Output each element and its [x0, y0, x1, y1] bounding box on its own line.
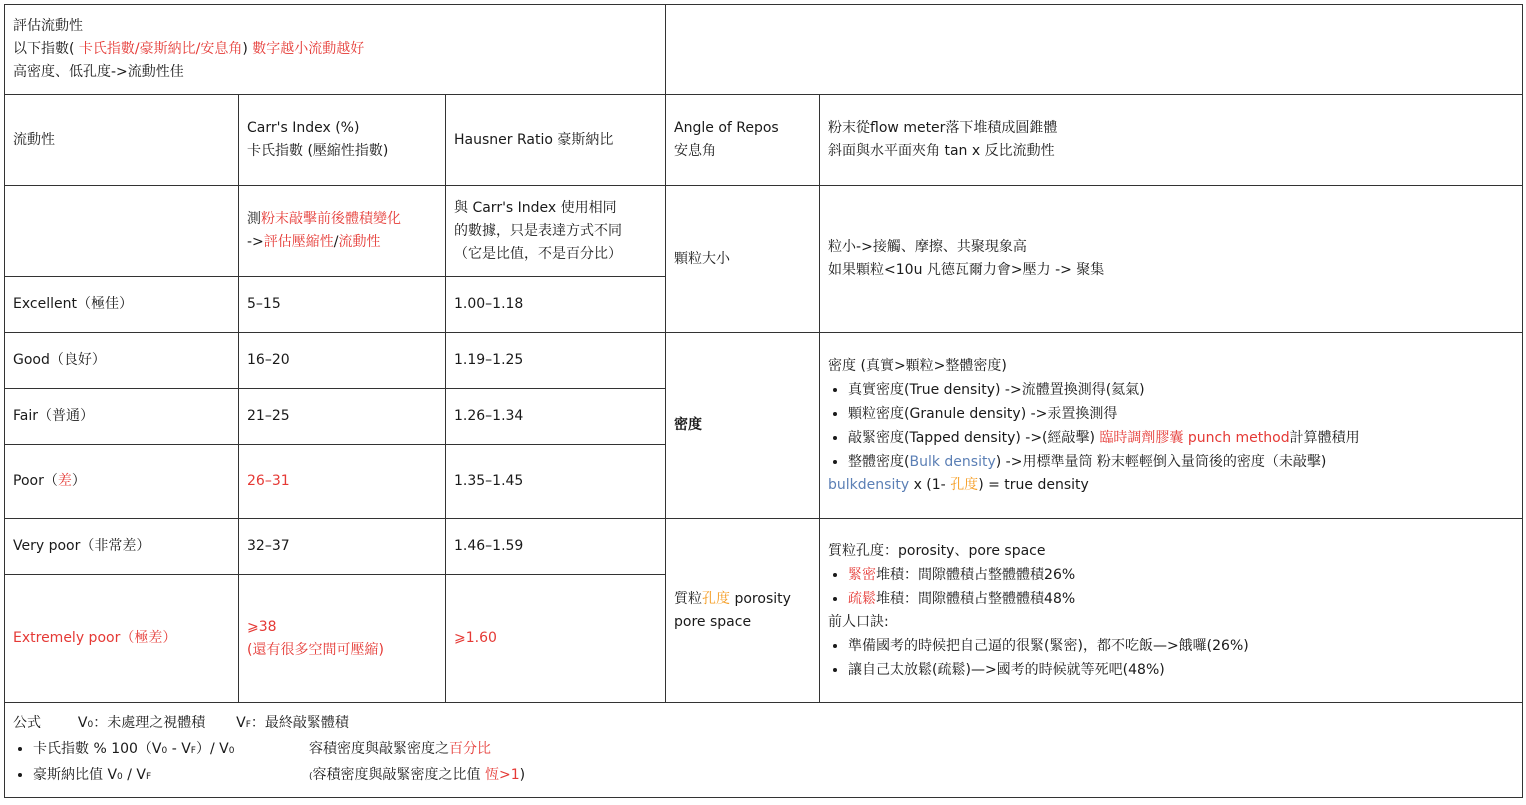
col-carr-zh: 卡氏指數 (壓縮性指數): [247, 143, 389, 159]
density-list: [828, 378, 1514, 474]
formula-hausner-desc: 容積密度與敲緊密度之比值: [312, 766, 485, 783]
formula-hausner-subF: F: [145, 771, 152, 782]
header-indices-mid: ): [242, 41, 253, 57]
density-bulk-prefix: 整體密度(: [848, 453, 910, 470]
vf-desc: ：最終敲緊體積: [250, 714, 349, 731]
flow-good: Good（良好）: [5, 333, 239, 389]
porosity-label-suffix: porosity: [730, 590, 791, 607]
density-desc-cell: [820, 333, 1523, 519]
table-row: [5, 333, 1523, 389]
formula-carr: [33, 737, 1514, 763]
col-angle-zh: 安息角: [674, 143, 717, 159]
mnemonic-item-2: • 讓自己太放鬆(疏鬆)—>國考的時候就等死吧(48%): [848, 658, 1514, 682]
formula-carr-sub0b: 0: [228, 745, 235, 756]
density-tapped-red: 臨時調劑膠囊 punch method: [1099, 429, 1290, 446]
density-formula-end: ) = true density: [978, 476, 1089, 493]
column-header-row: [5, 95, 1523, 186]
density-tapped-suffix: 計算體積用: [1289, 429, 1360, 446]
formula-definitions: [13, 712, 1514, 737]
vf-sub: F: [245, 719, 251, 730]
carr-extremely-poor-note: (還有很多空間可壓縮): [247, 641, 384, 658]
formula-carr-subF: F: [190, 745, 196, 756]
hausner-extremely-poor: ⩾1.60: [446, 575, 666, 703]
carr-fair: 21–25: [239, 389, 446, 445]
particle-line2: 如果顆粒<10u 凡德瓦爾力會>壓力 -> 聚集: [828, 262, 1105, 278]
explain-carr-arrow: ->: [247, 234, 264, 250]
formula-carr-sub0: 0: [161, 745, 168, 756]
carr-excellent: 5–15: [239, 277, 446, 333]
flowability-document: [4, 4, 1522, 801]
porosity-list: [828, 563, 1514, 611]
v0-symbol: V: [77, 714, 88, 731]
col-carr-en: Carr's Index (%): [247, 120, 360, 136]
header-indices: 卡氏指數/豪斯納比/安息角: [78, 41, 243, 57]
flow-poor: [5, 445, 239, 519]
porosity-dense-red: 緊密: [848, 566, 877, 583]
header-note: 數字越小流動越好: [252, 41, 365, 57]
formula-carr-text: 卡氏指數 % 100（V: [33, 740, 162, 757]
formula-hausner-mid: / V: [122, 766, 146, 783]
explain-carr-slash: /: [333, 234, 339, 250]
vf-symbol: V: [236, 714, 246, 731]
porosity-dense-rest: 堆積：間隙體積占整體體積26%: [876, 566, 1076, 583]
hausner-very-poor: 1.46–1.59: [446, 519, 666, 575]
porosity-label-prefix: 質粒: [674, 590, 703, 607]
explain-flow-empty: [5, 186, 239, 277]
particle-line1: 粒小->接觸、摩擦、共聚現象高: [828, 239, 1027, 255]
carr-very-poor: 32–37: [239, 519, 446, 575]
formula-row: [5, 703, 1523, 798]
density-bulk-blue: Bulk density: [909, 453, 996, 470]
header-cell: [5, 5, 666, 95]
porosity-loose-rest: 堆積：間隙體積占整體體積48%: [876, 590, 1076, 607]
density-title: 密度 (真實>顆粒>整體密度): [828, 357, 1007, 374]
porosity-mnemonic: 前人口訣:: [828, 613, 889, 630]
v0-sub: 0: [87, 719, 94, 730]
hausner-good: 1.19–1.25: [446, 333, 666, 389]
density-item-granule: • 顆粒密度(Granule density) ->汞置換測得: [848, 402, 1514, 426]
formula-hausner-red: 恆>1: [484, 766, 520, 783]
mnemonic-item-1: • 準備國考的時候把自己逼的很緊(緊密)，都不吃飯—>餓囉(26%): [848, 634, 1514, 658]
flow-poor-prefix: Poor（: [13, 473, 58, 489]
porosity-label-orange: 孔度: [702, 590, 731, 607]
density-item-bulk: [848, 450, 1514, 474]
porosity-label-line1: [674, 588, 811, 611]
formula-carr-end: ）/ V: [195, 740, 229, 757]
density-item-true: • 真實密度(True density) ->流體置換測得(氦氣): [848, 378, 1514, 402]
header-title: 評估流動性: [13, 18, 83, 34]
col-hausner-header: Hausner Ratio 豪斯納比: [446, 95, 666, 186]
hausner-fair: 1.26–1.34: [446, 389, 666, 445]
explain-hausner-cell: [446, 186, 666, 277]
col-angle-header: [666, 95, 820, 186]
formula-title: 公式: [13, 714, 41, 731]
flow-poor-suffix: ）: [71, 473, 86, 489]
density-label: 密度: [666, 333, 820, 519]
explain-carr-line1: [247, 208, 437, 231]
formula-carr-expr: [33, 737, 309, 763]
density-formula-mid: x (1-: [909, 476, 951, 493]
col-carr-header: [239, 95, 446, 186]
col-desc-line1: 粉末從flow meter落下堆積成圓錐體: [828, 120, 1058, 136]
header-row: [5, 5, 1523, 95]
particle-desc-cell: [820, 186, 1523, 333]
carr-good: 16–20: [239, 333, 446, 389]
formula-hausner-text: 豪斯納比值 V: [33, 766, 118, 783]
explain-carr-line2: [247, 231, 437, 254]
col-flow-header: 流動性: [5, 95, 239, 186]
explain-carr-cell: [239, 186, 446, 277]
explain-carr-prefix: 測: [247, 211, 261, 227]
formula-carr-desc: 容積密度與敲緊密度之: [309, 740, 449, 757]
explain-carr-red3: 流動性: [338, 234, 381, 250]
col-angle-en: Angle of Repos: [674, 120, 779, 136]
formula-hausner-sub0: 0: [117, 771, 123, 782]
porosity-label: [666, 519, 820, 703]
table-row: [5, 519, 1523, 575]
formula-cell: [5, 703, 1523, 798]
density-tapped-prefix: 敲緊密度(Tapped density) ->(經敲擊): [848, 429, 1100, 446]
density-formula-blue: bulkdensity: [828, 476, 910, 493]
density-formula: [828, 474, 1514, 497]
flow-excellent: Excellent（極佳）: [5, 277, 239, 333]
density-bulk-suffix: ) ->用標準量筒 粉末輕輕倒入量筒後的密度（未敲擊): [995, 453, 1327, 470]
v0-desc: ：未處理之視體積: [93, 714, 206, 731]
formula-list: [13, 737, 1514, 789]
formula-carr-red: 百分比: [449, 740, 491, 757]
formula-hausner: [33, 763, 1514, 789]
density-item-tapped: [848, 426, 1514, 450]
carr-extremely-poor: [239, 575, 446, 703]
porosity-title: 質粒孔度：porosity、pore space: [828, 542, 1046, 559]
porosity-item-dense: [848, 563, 1514, 587]
explain-hausner-line3: （它是比值，不是百分比）: [454, 245, 622, 262]
particle-label: 顆粒大小: [666, 186, 820, 333]
formula-hausner-end: ): [519, 766, 526, 783]
flow-poor-red: 差: [57, 473, 72, 489]
header-empty-cell: [666, 5, 1523, 95]
formula-hausner-paren: (: [309, 771, 313, 782]
explain-hausner-line2: 的數據，只是表達方式不同: [454, 222, 622, 239]
flow-fair: Fair（普通）: [5, 389, 239, 445]
formula-carr-mid: - V: [167, 740, 191, 757]
carr-extremely-poor-value: ⩾38: [247, 618, 277, 635]
col-desc-header: [820, 95, 1523, 186]
explain-carr-red1: 粉末敲擊前後體積變化: [261, 211, 401, 227]
flow-extremely-poor: Extremely poor（極差）: [5, 575, 239, 703]
flowability-table: [4, 4, 1523, 798]
porosity-item-loose: [848, 587, 1514, 611]
header-density-note: 高密度、低孔度->流動性佳: [13, 64, 184, 80]
header-indices-prefix: 以下指數(: [13, 41, 79, 57]
header-indices-line: [13, 38, 657, 61]
explanation-row: [5, 186, 1523, 277]
col-desc-line2: 斜面與水平面夾角 tan x 反比流動性: [828, 143, 1055, 159]
mnemonic-list: [828, 634, 1514, 682]
density-formula-orange: 孔度: [950, 476, 979, 493]
carr-poor: 26–31: [239, 445, 446, 519]
explain-hausner-line1: 與 Carr's Index 使用相同: [454, 199, 617, 216]
porosity-label-line2: pore space: [674, 613, 752, 630]
hausner-excellent: 1.00–1.18: [446, 277, 666, 333]
hausner-poor: 1.35–1.45: [446, 445, 666, 519]
flow-very-poor: Very poor（非常差）: [5, 519, 239, 575]
porosity-loose-red: 疏鬆: [848, 590, 877, 607]
porosity-desc-cell: [820, 519, 1523, 703]
explain-carr-red2: 評估壓縮性: [263, 234, 334, 250]
formula-hausner-expr: [33, 763, 309, 789]
